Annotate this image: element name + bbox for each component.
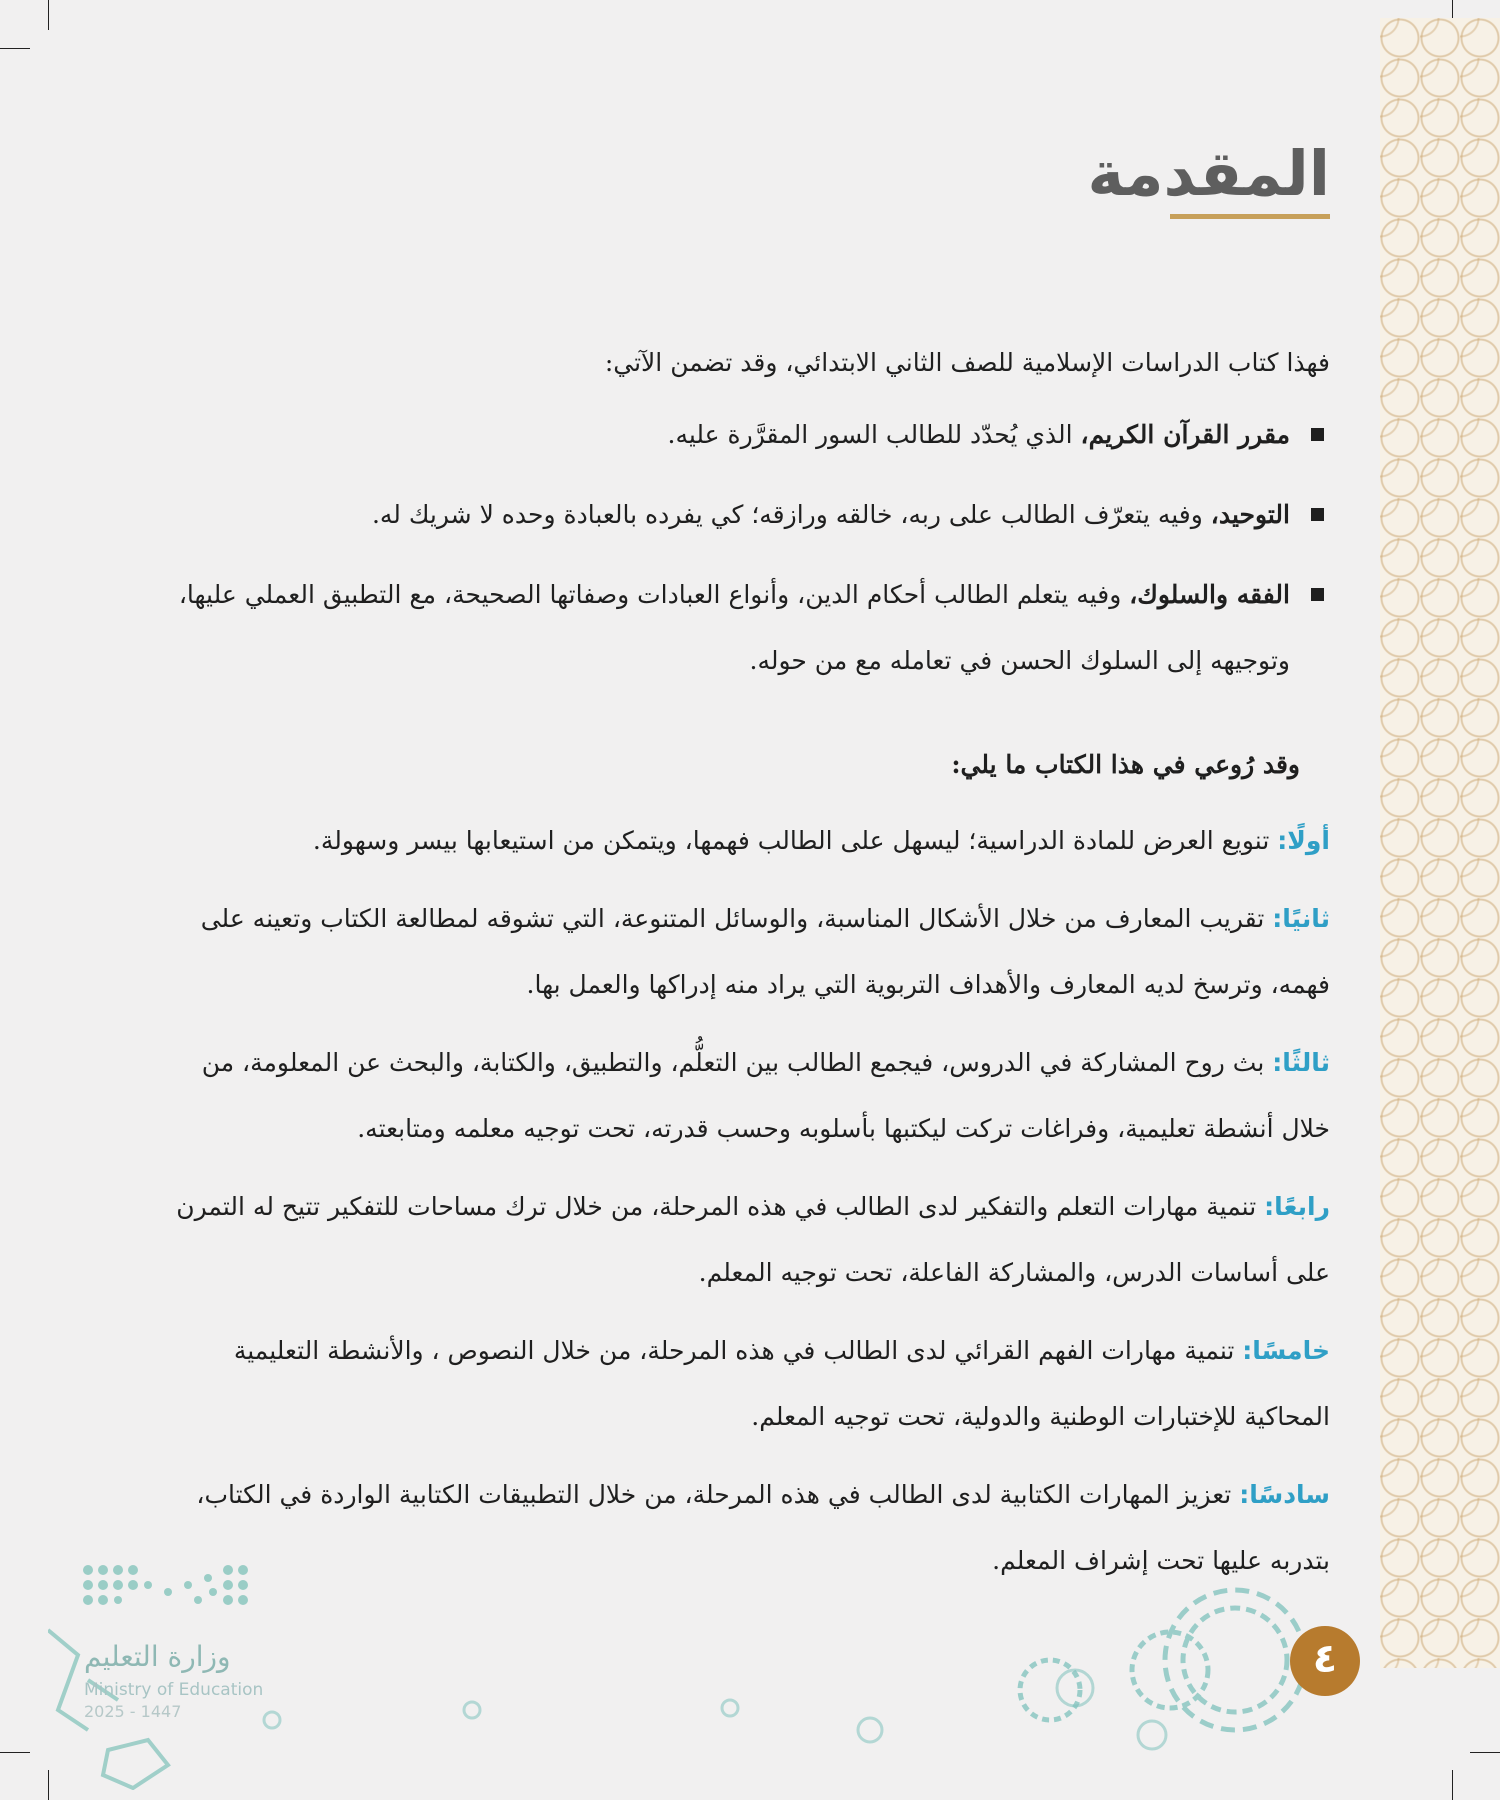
- point-item: [170, 808, 1330, 874]
- point-item: [170, 886, 1330, 1018]
- bullet-term: الفقه والسلوك،: [1129, 580, 1290, 609]
- decorative-side-band: [1380, 18, 1500, 1668]
- crop-mark: [0, 48, 30, 49]
- point-item: [170, 1030, 1330, 1162]
- crop-mark: [1452, 1770, 1453, 1800]
- bullet-term: مقرر القرآن الكريم،: [1080, 420, 1290, 449]
- square-bullet-icon: [1311, 588, 1324, 601]
- point-text: تنويع العرض للمادة الدراسية؛ ليسهل على الطالب فهمها، ويتمكن من استيعابها بيسر وسهولة.: [312, 826, 1278, 855]
- rosette-icon: [1020, 1590, 1305, 1730]
- point-text: تنمية مهارات التعلم والتفكير لدى الطالب في هذه المرحلة، من خلال ترك مساحات للتفكير تتيح له التمرن على أساسات الدرس، والمشاركة الفاعلة، تحت توجيه المعلم.: [176, 1192, 1330, 1287]
- square-bullet-icon: [1311, 508, 1324, 521]
- bullet-text: الذي يُحدّد للطالب السور المقرَّرة عليه.: [667, 420, 1081, 449]
- page-title: المقدمة: [1087, 137, 1330, 210]
- rosette-icon: [264, 1670, 1166, 1749]
- intro-paragraph: فهذا كتاب الدراسات الإسلامية للصف الثاني الابتدائي، وقد تضمن الآتي:: [604, 348, 1330, 377]
- point-text: تنمية مهارات الفهم القرائي لدى الطالب في هذه المرحلة، من خلال النصوص ، والأنشطة التعليمية المحاكية للإختبارات الوطنية والدولية، تحت توجيه المعلم.: [233, 1336, 1330, 1431]
- page-number-badge: ٤: [1290, 1626, 1360, 1696]
- bullet-term: التوحيد،: [1210, 500, 1290, 529]
- ministry-name-arabic: وزارة التعليم: [84, 1640, 231, 1673]
- point-item: [170, 1462, 1330, 1594]
- list-item: [170, 562, 1290, 694]
- point-item: [170, 1174, 1330, 1306]
- list-item: [170, 482, 1290, 548]
- point-text: تعزيز المهارات الكتابية لدى الطالب في هذه المرحلة، من خلال التطبيقات الكتابية الواردة في الكتاب، بتدربه عليها تحت إشراف المعلم.: [196, 1480, 1330, 1575]
- point-item: [170, 1318, 1330, 1450]
- crop-mark: [0, 1752, 30, 1753]
- square-bullet-icon: [1311, 428, 1324, 441]
- list-item: [170, 402, 1290, 468]
- contents-list: [170, 402, 1330, 694]
- document-body: [170, 330, 1330, 1606]
- crop-mark: [1470, 1752, 1500, 1753]
- point-text: تقريب المعارف من خلال الأشكال المناسبة، والوسائل المتنوعة، التي تشوقه لمطالعة الكتاب وتعينه على فهمه، وترسخ لديه المعارف والأهداف التربوية التي يراد منه إدراكها والعمل بها.: [200, 904, 1330, 999]
- point-label: أولًا:: [1277, 826, 1330, 855]
- bullet-text: وفيه يتعرّف الطالب على ربه، خالقه ورازقه؛ كي يفرده بالعبادة وحده لا شريك له.: [371, 500, 1211, 529]
- ministry-year: 2025 - 1447: [84, 1702, 182, 1721]
- points-list: [170, 808, 1330, 1594]
- point-label: رابعًا:: [1264, 1192, 1330, 1221]
- point-label: سادسًا:: [1239, 1480, 1330, 1509]
- section-subheading: وقد رُوعي في هذا الكتاب ما يلي:: [951, 750, 1300, 779]
- ministry-name-english: Ministry of Education: [84, 1680, 264, 1700]
- crop-mark: [48, 0, 49, 30]
- point-label: ثانيًا:: [1272, 904, 1330, 933]
- title-underline: [1170, 214, 1330, 219]
- bullet-text: وفيه يتعلم الطالب أحكام الدين، وأنواع العبادات وصفاتها الصحيحة، مع التطبيق العملي عليها، وتوجيهه إلى السلوك الحسن في تعامله مع من حوله.: [178, 580, 1290, 675]
- ministry-logo-icon: [48, 1560, 308, 1790]
- point-label: خامسًا:: [1242, 1336, 1330, 1365]
- page-header: [1087, 137, 1330, 219]
- point-text: بث روح المشاركة في الدروس، فيجمع الطالب بين التعلُّم، والتطبيق، والكتابة، والبحث عن المعلومة، من خلال أنشطة تعليمية، وفراغات تركت ليكتبها بأسلوبه وحسب قدرته، تحت توجيه معلمه ومتابعته.: [201, 1048, 1330, 1143]
- point-label: ثالثًا:: [1272, 1048, 1330, 1077]
